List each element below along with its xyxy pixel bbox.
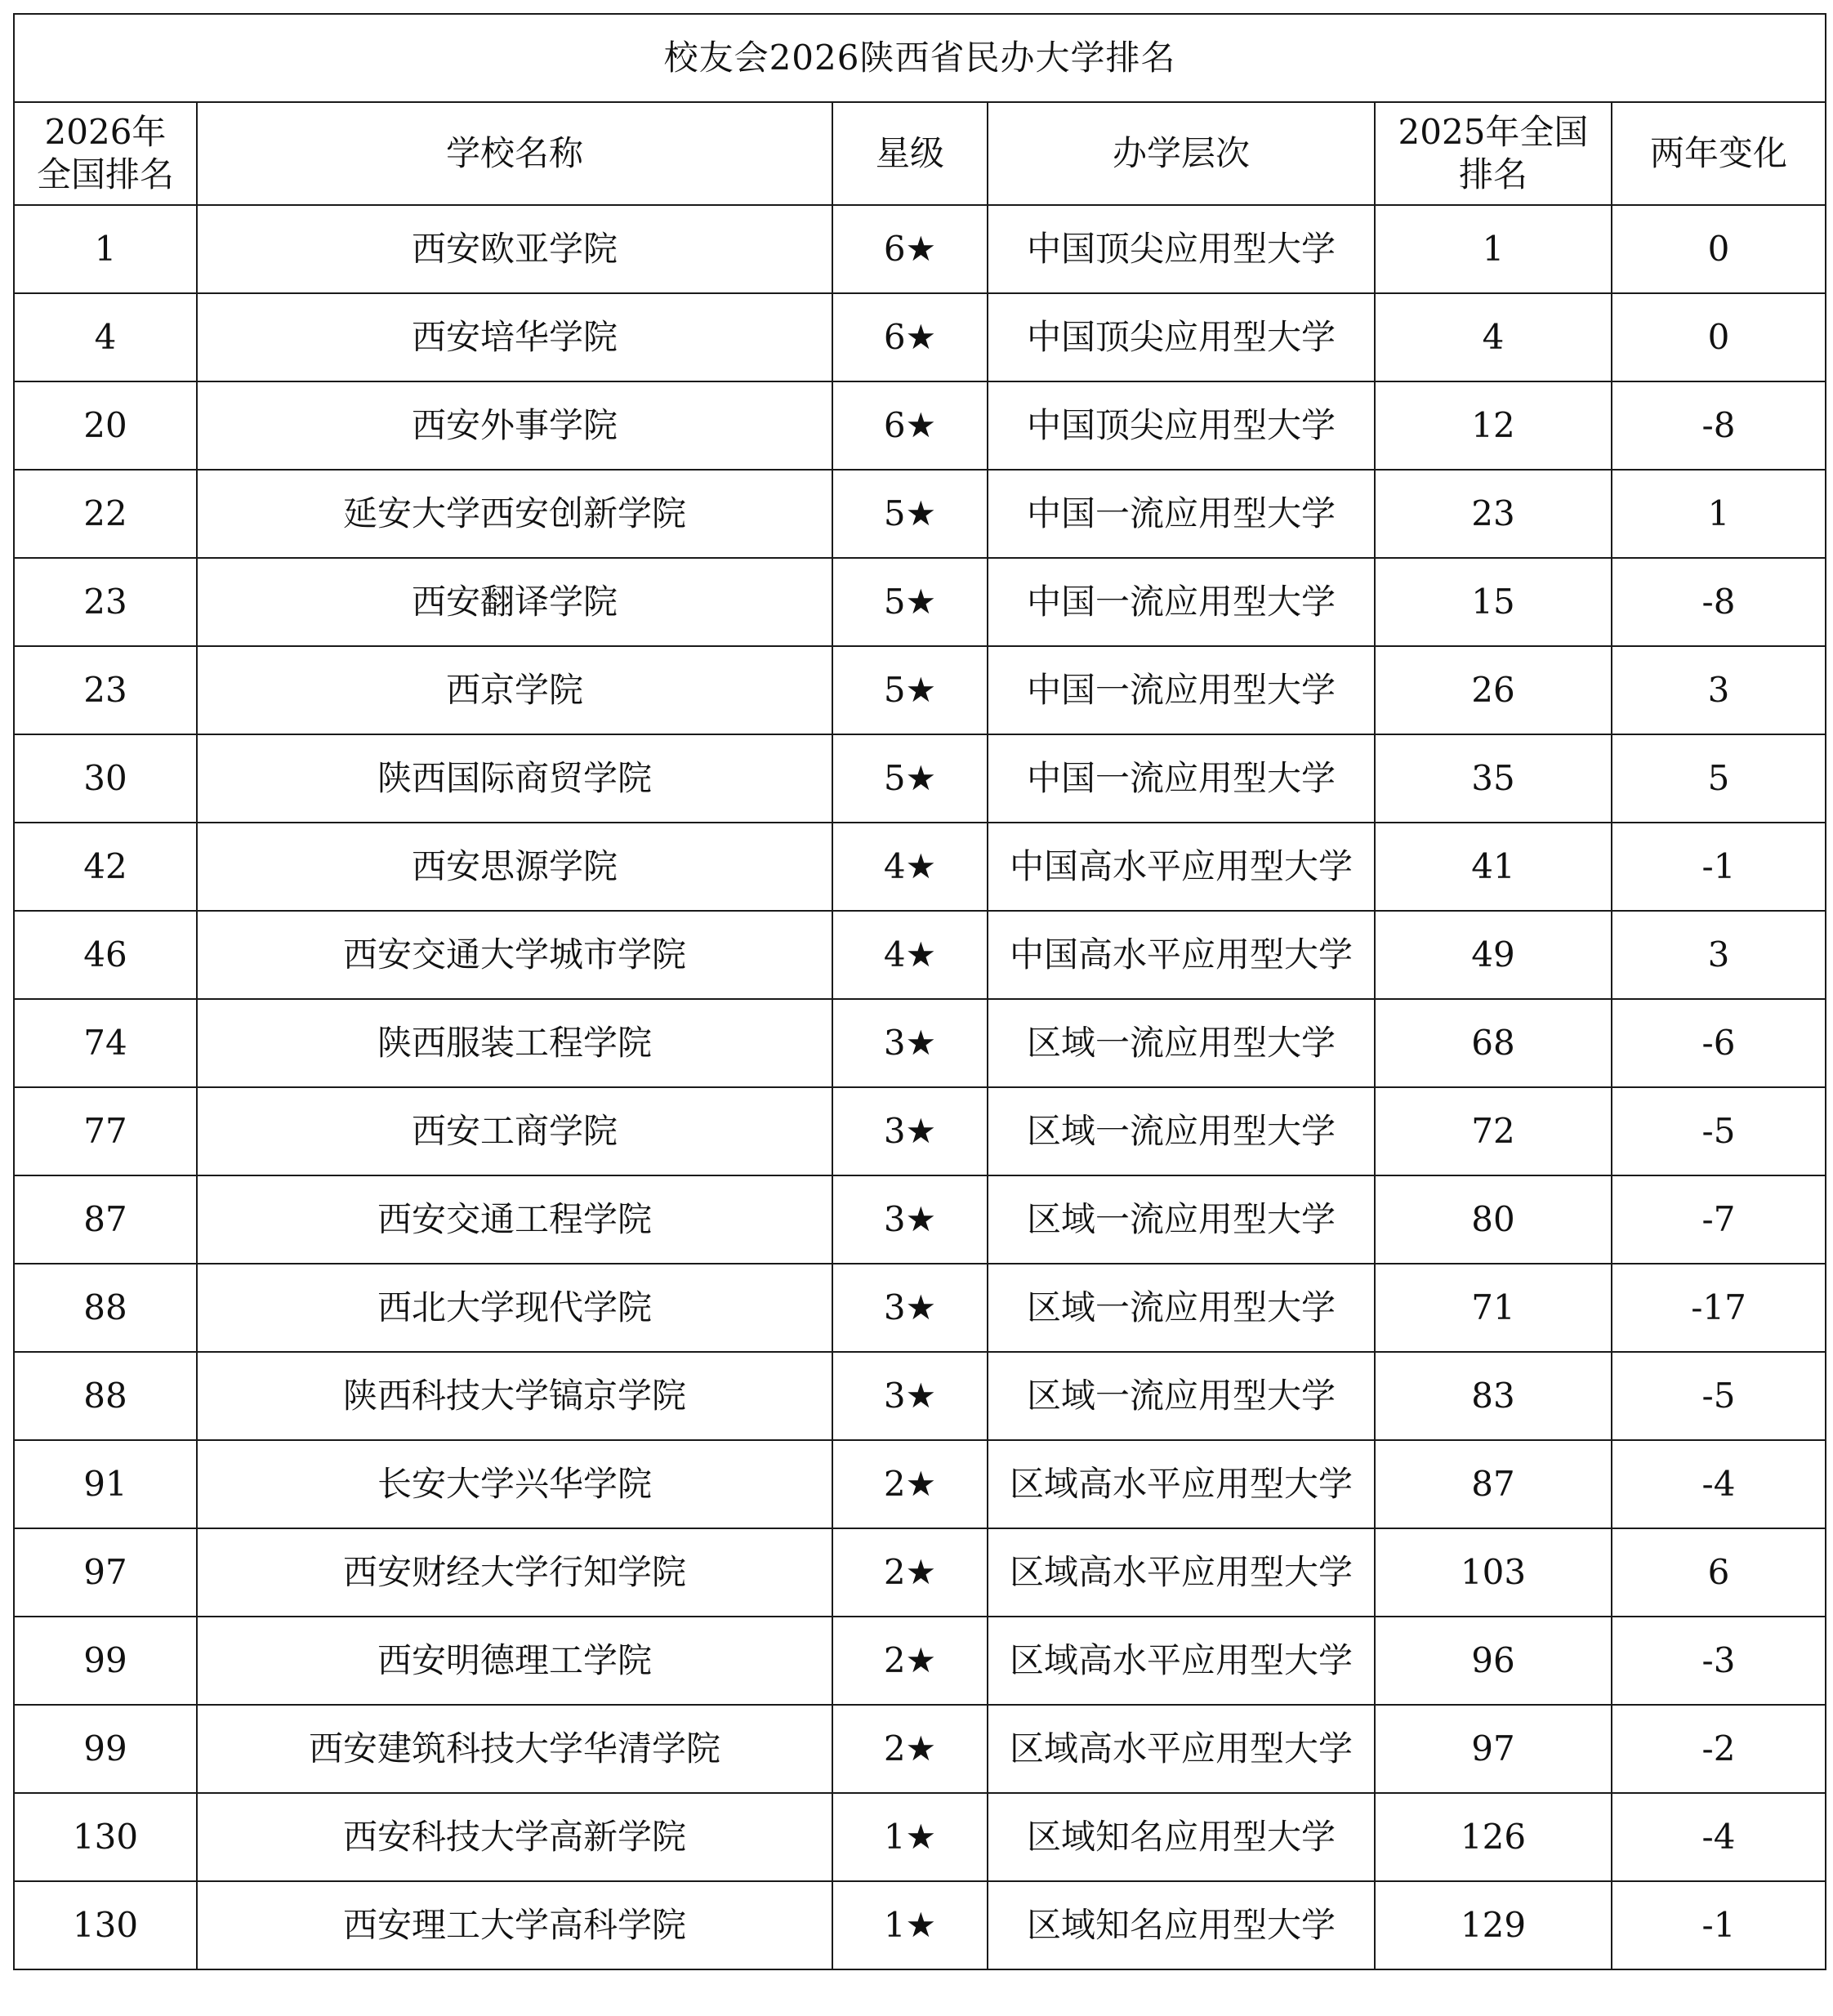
cell-school-name: 西京学院 <box>197 646 832 734</box>
cell-star-level: 1★ <box>832 1793 988 1881</box>
cell-school-level: 中国高水平应用型大学 <box>988 911 1375 999</box>
cell-change: 3 <box>1612 911 1826 999</box>
cell-school-name: 西安欧亚学院 <box>197 205 832 293</box>
cell-rank-2025: 15 <box>1375 558 1612 646</box>
cell-change: -4 <box>1612 1793 1826 1881</box>
table-row <box>14 911 1826 999</box>
cell-rank-2025: 97 <box>1375 1705 1612 1793</box>
cell-rank-2026: 97 <box>14 1528 197 1617</box>
table-title: 校友会2026陕西省民办大学排名 <box>14 14 1826 102</box>
cell-rank-2025: 126 <box>1375 1793 1612 1881</box>
cell-rank-2026: 46 <box>14 911 197 999</box>
header-row <box>14 102 1826 205</box>
cell-rank-2026: 87 <box>14 1175 197 1264</box>
cell-star-level: 1★ <box>832 1881 988 1969</box>
cell-school-level: 中国一流应用型大学 <box>988 734 1375 823</box>
cell-rank-2025: 4 <box>1375 293 1612 381</box>
table-row <box>14 1793 1826 1881</box>
cell-school-level: 区域一流应用型大学 <box>988 1352 1375 1440</box>
cell-star-level: 2★ <box>832 1528 988 1617</box>
cell-change: 0 <box>1612 205 1826 293</box>
table-row <box>14 999 1826 1087</box>
table-row <box>14 470 1826 558</box>
table-row <box>14 1881 1826 1969</box>
cell-school-level: 区域知名应用型大学 <box>988 1793 1375 1881</box>
cell-star-level: 2★ <box>832 1705 988 1793</box>
title-row <box>14 14 1826 102</box>
cell-school-level: 中国一流应用型大学 <box>988 558 1375 646</box>
cell-school-level: 区域一流应用型大学 <box>988 1087 1375 1175</box>
cell-rank-2025: 35 <box>1375 734 1612 823</box>
cell-star-level: 3★ <box>832 1264 988 1352</box>
cell-school-name: 西安思源学院 <box>197 823 832 911</box>
cell-rank-2026: 88 <box>14 1264 197 1352</box>
cell-rank-2026: 99 <box>14 1705 197 1793</box>
table-row <box>14 646 1826 734</box>
cell-star-level: 6★ <box>832 205 988 293</box>
cell-rank-2026: 23 <box>14 558 197 646</box>
table-row <box>14 823 1826 911</box>
cell-rank-2025: 83 <box>1375 1352 1612 1440</box>
cell-school-name: 陕西国际商贸学院 <box>197 734 832 823</box>
table-row <box>14 558 1826 646</box>
cell-star-level: 3★ <box>832 999 988 1087</box>
cell-school-name: 西安工商学院 <box>197 1087 832 1175</box>
table-row <box>14 205 1826 293</box>
cell-change: -4 <box>1612 1440 1826 1528</box>
cell-star-level: 6★ <box>832 293 988 381</box>
cell-school-name: 西安交通工程学院 <box>197 1175 832 1264</box>
header-rank-2025: 2025年全国排名 <box>1375 102 1612 205</box>
cell-rank-2026: 4 <box>14 293 197 381</box>
cell-star-level: 5★ <box>832 558 988 646</box>
cell-star-level: 2★ <box>832 1440 988 1528</box>
header-star-level: 星级 <box>832 102 988 205</box>
table-row <box>14 1352 1826 1440</box>
header-school-name: 学校名称 <box>197 102 832 205</box>
cell-star-level: 5★ <box>832 734 988 823</box>
table-row <box>14 1705 1826 1793</box>
cell-school-name: 西安翻译学院 <box>197 558 832 646</box>
table-row <box>14 1617 1826 1705</box>
cell-school-level: 中国一流应用型大学 <box>988 470 1375 558</box>
cell-change: -8 <box>1612 558 1826 646</box>
cell-star-level: 2★ <box>832 1617 988 1705</box>
cell-rank-2025: 96 <box>1375 1617 1612 1705</box>
cell-rank-2025: 41 <box>1375 823 1612 911</box>
cell-star-level: 5★ <box>832 646 988 734</box>
cell-rank-2026: 23 <box>14 646 197 734</box>
cell-rank-2025: 26 <box>1375 646 1612 734</box>
cell-rank-2026: 99 <box>14 1617 197 1705</box>
cell-rank-2026: 77 <box>14 1087 197 1175</box>
cell-change: -3 <box>1612 1617 1826 1705</box>
cell-change: 5 <box>1612 734 1826 823</box>
cell-change: -5 <box>1612 1352 1826 1440</box>
cell-school-level: 区域知名应用型大学 <box>988 1881 1375 1969</box>
table-row <box>14 381 1826 470</box>
cell-school-name: 西安明德理工学院 <box>197 1617 832 1705</box>
cell-school-name: 西安培华学院 <box>197 293 832 381</box>
header-change: 两年变化 <box>1612 102 1826 205</box>
cell-change: -1 <box>1612 1881 1826 1969</box>
cell-school-name: 陕西服装工程学院 <box>197 999 832 1087</box>
cell-change: 3 <box>1612 646 1826 734</box>
cell-rank-2025: 68 <box>1375 999 1612 1087</box>
cell-star-level: 4★ <box>832 911 988 999</box>
cell-school-name: 西安科技大学高新学院 <box>197 1793 832 1881</box>
cell-school-name: 西安交通大学城市学院 <box>197 911 832 999</box>
cell-school-level: 中国一流应用型大学 <box>988 646 1375 734</box>
ranking-table <box>13 13 1826 1970</box>
cell-rank-2026: 20 <box>14 381 197 470</box>
cell-rank-2026: 74 <box>14 999 197 1087</box>
cell-rank-2025: 80 <box>1375 1175 1612 1264</box>
cell-star-level: 3★ <box>832 1087 988 1175</box>
cell-star-level: 3★ <box>832 1352 988 1440</box>
cell-star-level: 4★ <box>832 823 988 911</box>
cell-school-level: 区域高水平应用型大学 <box>988 1705 1375 1793</box>
cell-school-name: 西安外事学院 <box>197 381 832 470</box>
cell-school-name: 西安建筑科技大学华清学院 <box>197 1705 832 1793</box>
table-row <box>14 293 1826 381</box>
cell-rank-2026: 130 <box>14 1793 197 1881</box>
table-body <box>14 205 1826 1969</box>
cell-change: 0 <box>1612 293 1826 381</box>
cell-school-level: 中国顶尖应用型大学 <box>988 381 1375 470</box>
table-row <box>14 1175 1826 1264</box>
cell-rank-2026: 91 <box>14 1440 197 1528</box>
table-row <box>14 1087 1826 1175</box>
cell-school-level: 区域高水平应用型大学 <box>988 1440 1375 1528</box>
cell-rank-2026: 130 <box>14 1881 197 1969</box>
cell-school-level: 中国顶尖应用型大学 <box>988 293 1375 381</box>
table-row <box>14 1440 1826 1528</box>
cell-rank-2025: 103 <box>1375 1528 1612 1617</box>
cell-change: -8 <box>1612 381 1826 470</box>
cell-school-level: 区域高水平应用型大学 <box>988 1617 1375 1705</box>
cell-school-name: 西安财经大学行知学院 <box>197 1528 832 1617</box>
cell-star-level: 6★ <box>832 381 988 470</box>
cell-change: -17 <box>1612 1264 1826 1352</box>
cell-rank-2025: 23 <box>1375 470 1612 558</box>
cell-school-level: 区域高水平应用型大学 <box>988 1528 1375 1617</box>
table-row <box>14 734 1826 823</box>
cell-change: 1 <box>1612 470 1826 558</box>
cell-rank-2025: 12 <box>1375 381 1612 470</box>
table-row <box>14 1264 1826 1352</box>
cell-rank-2026: 30 <box>14 734 197 823</box>
header-school-level: 办学层次 <box>988 102 1375 205</box>
cell-rank-2025: 1 <box>1375 205 1612 293</box>
cell-rank-2025: 49 <box>1375 911 1612 999</box>
cell-school-name: 西安理工大学高科学院 <box>197 1881 832 1969</box>
cell-rank-2025: 129 <box>1375 1881 1612 1969</box>
cell-school-name: 陕西科技大学镐京学院 <box>197 1352 832 1440</box>
cell-change: -7 <box>1612 1175 1826 1264</box>
cell-star-level: 5★ <box>832 470 988 558</box>
cell-rank-2025: 87 <box>1375 1440 1612 1528</box>
cell-change: -6 <box>1612 999 1826 1087</box>
cell-school-level: 区域一流应用型大学 <box>988 1264 1375 1352</box>
cell-change: 6 <box>1612 1528 1826 1617</box>
cell-star-level: 3★ <box>832 1175 988 1264</box>
table-row <box>14 1528 1826 1617</box>
cell-school-level: 中国顶尖应用型大学 <box>988 205 1375 293</box>
cell-rank-2025: 72 <box>1375 1087 1612 1175</box>
cell-rank-2026: 1 <box>14 205 197 293</box>
cell-school-name: 西北大学现代学院 <box>197 1264 832 1352</box>
cell-rank-2026: 22 <box>14 470 197 558</box>
cell-rank-2026: 88 <box>14 1352 197 1440</box>
cell-school-name: 长安大学兴华学院 <box>197 1440 832 1528</box>
cell-school-name: 延安大学西安创新学院 <box>197 470 832 558</box>
header-rank-2026: 2026年全国排名 <box>14 102 197 205</box>
cell-school-level: 区域一流应用型大学 <box>988 1175 1375 1264</box>
cell-change: -1 <box>1612 823 1826 911</box>
cell-school-level: 中国高水平应用型大学 <box>988 823 1375 911</box>
cell-rank-2025: 71 <box>1375 1264 1612 1352</box>
cell-school-level: 区域一流应用型大学 <box>988 999 1375 1087</box>
cell-change: -5 <box>1612 1087 1826 1175</box>
cell-change: -2 <box>1612 1705 1826 1793</box>
cell-rank-2026: 42 <box>14 823 197 911</box>
